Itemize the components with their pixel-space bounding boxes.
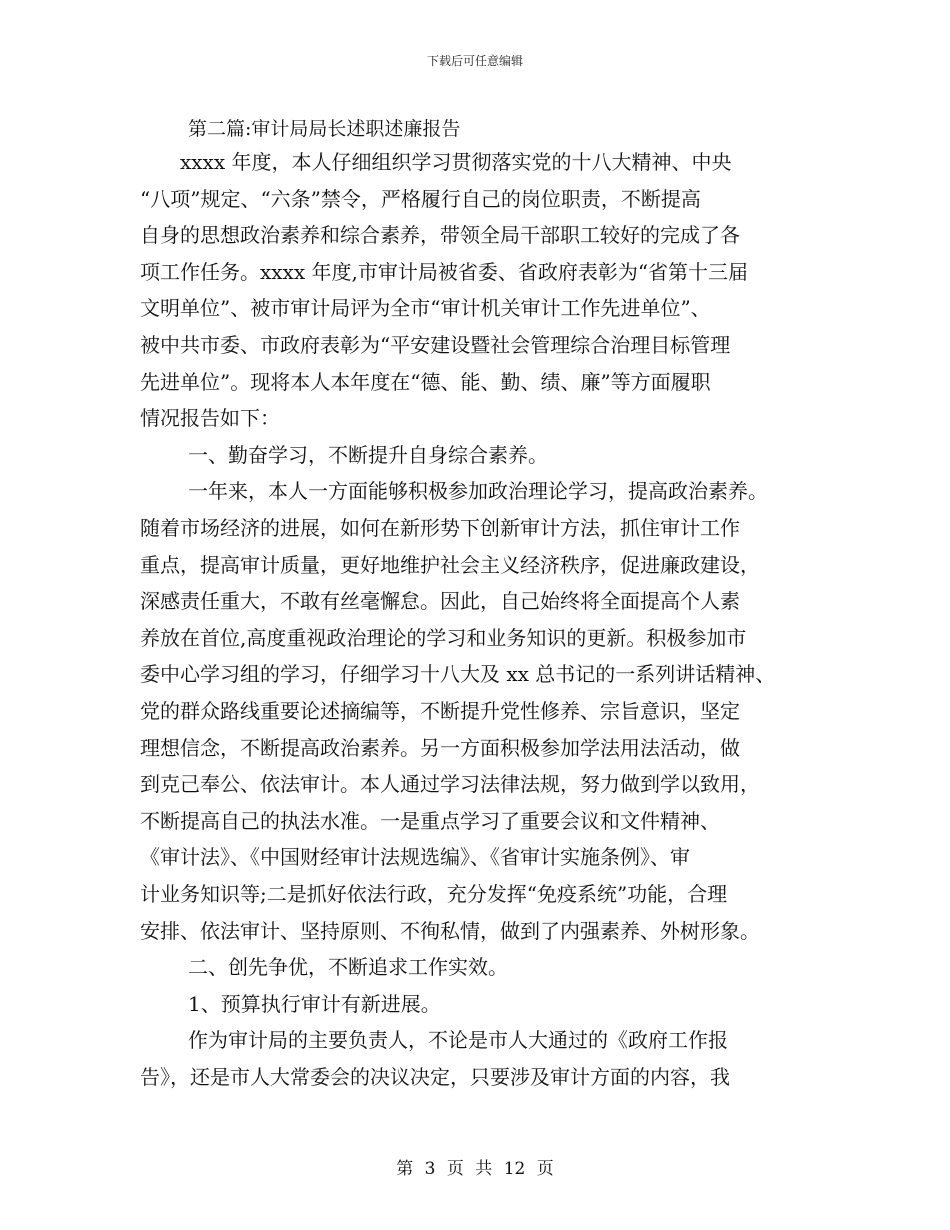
text-line: 计业务知识等;二是抓好依法行政，充分发挥“免疫系统”功能，合理 <box>140 882 728 906</box>
text-line: 随着市场经济的进展，如何在新形势下创新审计方法，抓住审计工作 <box>140 516 740 540</box>
text-line: 养放在首位,高度重视政治理论的学习和业务知识的更新。积极参加市 <box>140 625 747 650</box>
text-line: 告》，还是市人大常委会的决议决定，只要涉及审计方面的内容，我 <box>140 1065 730 1089</box>
text-line: 《审计法》、《中国财经审计法规选编》、《省审计实施条例》、审 <box>140 845 690 870</box>
text-line: 文明单位”、被市审计局评为全市“审计机关审计工作先进单位”、 <box>140 296 711 321</box>
text-line: 1、预算执行审计有新进展。 <box>188 991 441 1016</box>
page-footer: 第 3 页 共 12 页 <box>396 1159 554 1179</box>
text-line: 到克己奉公、依法审计。本人通过学习法律法规，努力做到学以致用， <box>140 772 760 797</box>
text-line: 不断提高自己的执法水准。一是重点学习了重要会议和文件精神、 <box>140 808 720 833</box>
text-line: 项工作任务。xxxx 年度,市审计局被省委、省政府表彰为“省第十三届 <box>140 259 749 284</box>
text-line: 深感责任重大，不敢有丝毫懈怠。因此，自己始终将全面提高个人素 <box>140 589 740 614</box>
text-line: 安排、依法审计、坚持原则、不徇私情，做到了内强素养、外树形象。 <box>140 918 760 943</box>
text-line: 二、创先争优，不断追求工作实效。 <box>188 955 508 980</box>
text-line: xxxx 年度，本人仔细组织学习贯彻落实党的十八大精神、中央 <box>180 150 732 174</box>
text-line: 先进单位”。现将本人本年度在“德、能、勤、绩、廉”等方面履职 <box>140 369 711 394</box>
text-line: 情况报告如下： <box>140 406 280 431</box>
text-line: 一、勤奋学习，不断提升自身综合素养。 <box>188 442 548 467</box>
text-line: 自身的思想政治素养和综合素养，带领全局干部职工较好的完成了各 <box>140 223 740 248</box>
text-line: 一年来，本人一方面能够积极参加政治理论学习，提高政治素养。 <box>188 479 768 504</box>
text-line: 理想信念，不断提高政治素养。另一方面积极参加学法用法活动，做 <box>140 735 740 760</box>
text-line: 重点，提高审计质量，更好地维护社会主义经济秩序，促进廉政建设， <box>140 552 760 577</box>
text-line: 被中共市委、市政府表彰为“平安建设暨社会管理综合治理目标管理 <box>140 333 731 357</box>
text-line: 作为审计局的主要负责人，不论是市人大通过的《政府工作报 <box>188 1028 728 1053</box>
text-line: 党的群众路线重要论述摘编等，不断提升党性修养、宗旨意识，坚定 <box>140 699 740 723</box>
text-line: 委中心学习组的学习，仔细学习十八大及 xx 总书记的一系列讲话精神、 <box>140 662 776 687</box>
text-line: “八项”规定、“六条”禁令，严格履行自己的岗位职责，不断提高 <box>140 186 701 211</box>
page-header: 下载后可任意编辑 <box>426 54 523 68</box>
section-title: 第二篇:审计局局长述职述廉报告 <box>188 118 461 140</box>
